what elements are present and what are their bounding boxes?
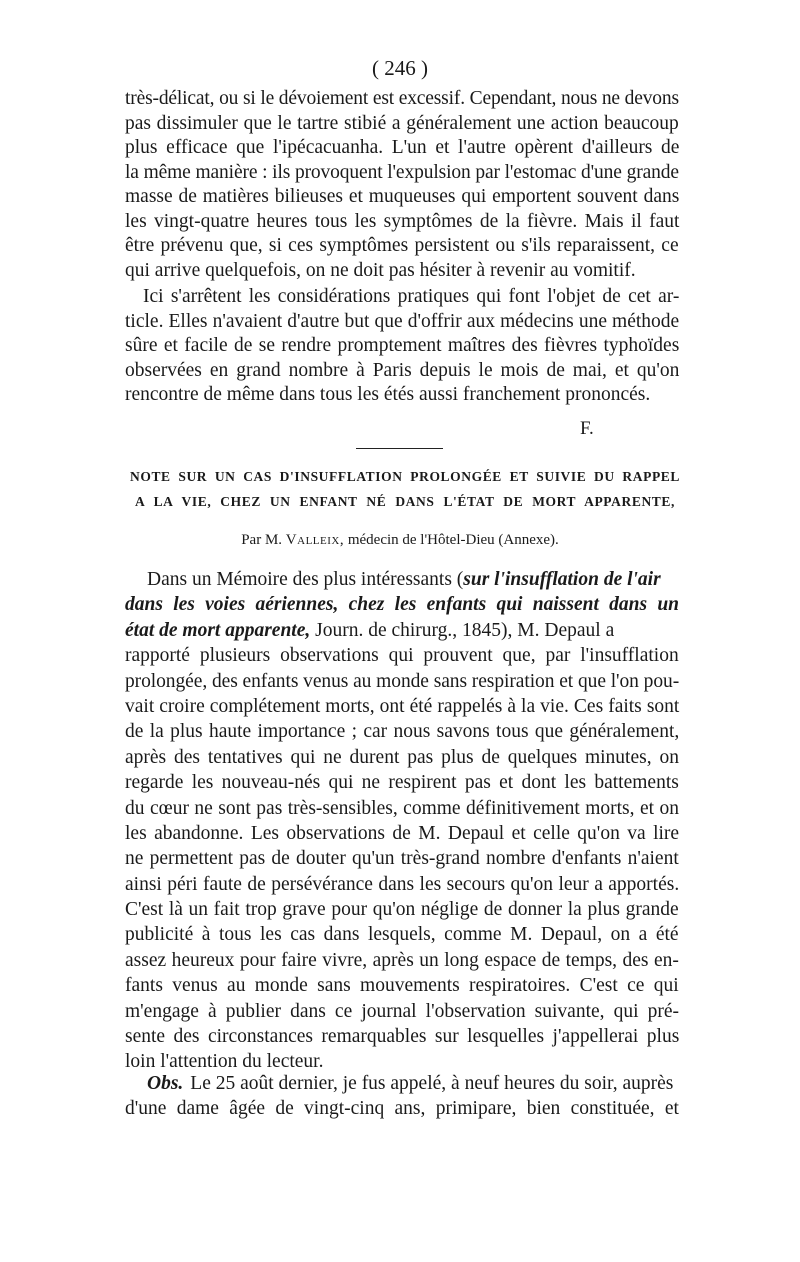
paragraph-introduction [125, 567, 679, 1075]
text-line: très-délicat, ou si le dévoiement est excessif. Cependant, nous ne devons [125, 88, 679, 109]
text-line: qui arrive quelquefois, on ne doit pas hésiter à revenir au vomitif. [125, 259, 636, 281]
text-line: les abandonne. Les observations de M. Depaul et celle qu'on va lire [125, 822, 680, 844]
text-line: vait croire complétement morts, ont été rappelés à la vie. Ces faits sont [125, 695, 680, 717]
section-divider [356, 448, 443, 449]
text-line: être prévenu que, si ces symptômes persistent ou s'ils reparaissent, ce [125, 235, 679, 256]
text-line: Obs. Le 25 août dernier, je fus appelé, à neuf heures du soir, auprès [125, 1071, 679, 1096]
text-line: rencontre de même dans tous les étés aussi franchement prononcés. [125, 384, 651, 405]
paragraph-conclusion [125, 285, 679, 408]
paragraph-continuation [125, 87, 679, 283]
text-line: sûre et facile de se rendre promptement maîtres des fièvres typhoïdes [125, 335, 680, 356]
text-line: assez heureux pour faire vivre, après un long espace de temps, des en- [125, 949, 679, 971]
text-line: regarde les nouveau-nés qui ne respirent pas et dont les battements [125, 772, 679, 794]
text-line: observées en grand nombre à Paris depuis le mois de mai, et qu'on [125, 359, 680, 381]
text-line: C'est là un fait trop grave pour qu'on néglige de donner la plus grande [125, 899, 679, 921]
text-line: masse de matières bilieuses et muqueuses qui emportent souvent dans [125, 186, 680, 207]
text-line: d'une dame âgée de vingt-cinq ans, primipare, bien constituée, et [125, 1098, 679, 1120]
text-line: dans les voies aériennes, chez les enfants qui naissent dans un [125, 594, 680, 616]
text-line: du cœur ne sont pas très-sensibles, comme définitivement morts, et on [125, 797, 680, 819]
byline-author: Valleix, [285, 532, 345, 548]
page-number: ( 246 ) [372, 56, 428, 80]
text-line: Ici s'arrêtent les considérations pratiques qui font l'objet de cet ar- [143, 286, 680, 307]
text-line: ticle. Elles n'avaient d'autre but que d'offrir aux médecins une méthode [125, 310, 680, 332]
byline-suffix: médecin de l'Hôtel-Dieu (Annexe). [347, 532, 559, 548]
text-line: ainsi péri faute de persévérance dans les secours qu'on leur a apportés. [125, 873, 680, 895]
paragraph-observation [125, 1071, 679, 1122]
article-title [130, 464, 680, 514]
text-line: ne permettent pas de douter qu'un très-grand nombre d'enfants n'aient [125, 848, 679, 870]
text-line: plus efficace que l'ipécacuanha. L'un et l'autre opèrent d'ailleurs de [125, 137, 680, 158]
text-line: les vingt-quatre heures tous les symptômes de la fièvre. Mais il faut [125, 210, 680, 232]
text-line: fants venus au monde sans mouvements respiratoires. C'est ce qui [125, 975, 679, 997]
byline [0, 532, 800, 549]
byline-prefix: Par M. [241, 532, 283, 548]
text-line: de la plus haute importance ; car nous savons tous que généralement, [125, 721, 680, 743]
text-line: la même manière : ils provoquent l'expulsion par l'estomac d'une grande [125, 161, 679, 183]
text-line: sente des circonstances remarquables sur lesquelles j'appellerai plus [125, 1026, 680, 1048]
text-line: pas dissimuler que le tartre stibié a généralement une action beaucoup [125, 112, 679, 134]
text-line: Dans un Mémoire des plus intéressants ( sur l'insufflation de l'air [147, 569, 661, 590]
article-title-line: NOTE SUR UN CAS D'INSUFFLATION PROLONGÉE ET SUIVIE DU RAPPEL [130, 469, 680, 484]
text-line: publicité à tous les cas dans lesquels, comme M. Depaul, on a été [125, 924, 679, 946]
text-line: état de mort apparente, Journ. de chirurg., 1845), M. Depaul a [125, 619, 615, 641]
text-line: prolongée, des enfants venus au monde sans respiration et que l'on pou- [125, 670, 680, 692]
text-line: rapporté plusieurs observations qui prouvent que, par l'insufflation [125, 645, 679, 667]
article-title-line: A LA VIE, CHEZ UN ENFANT NÉ DANS L'ÉTAT DE MORT APPARENTE, [135, 494, 675, 509]
signature: F. [580, 418, 594, 439]
text-line: loin l'attention du lecteur. [125, 1051, 324, 1073]
obs-label: Obs. [147, 1073, 184, 1094]
text-line: après des tentatives qui ne durent pas plus de quelques minutes, on [125, 746, 679, 768]
text-line: m'engage à publier dans ce journal l'observation suivante, qui pré- [125, 1000, 680, 1022]
